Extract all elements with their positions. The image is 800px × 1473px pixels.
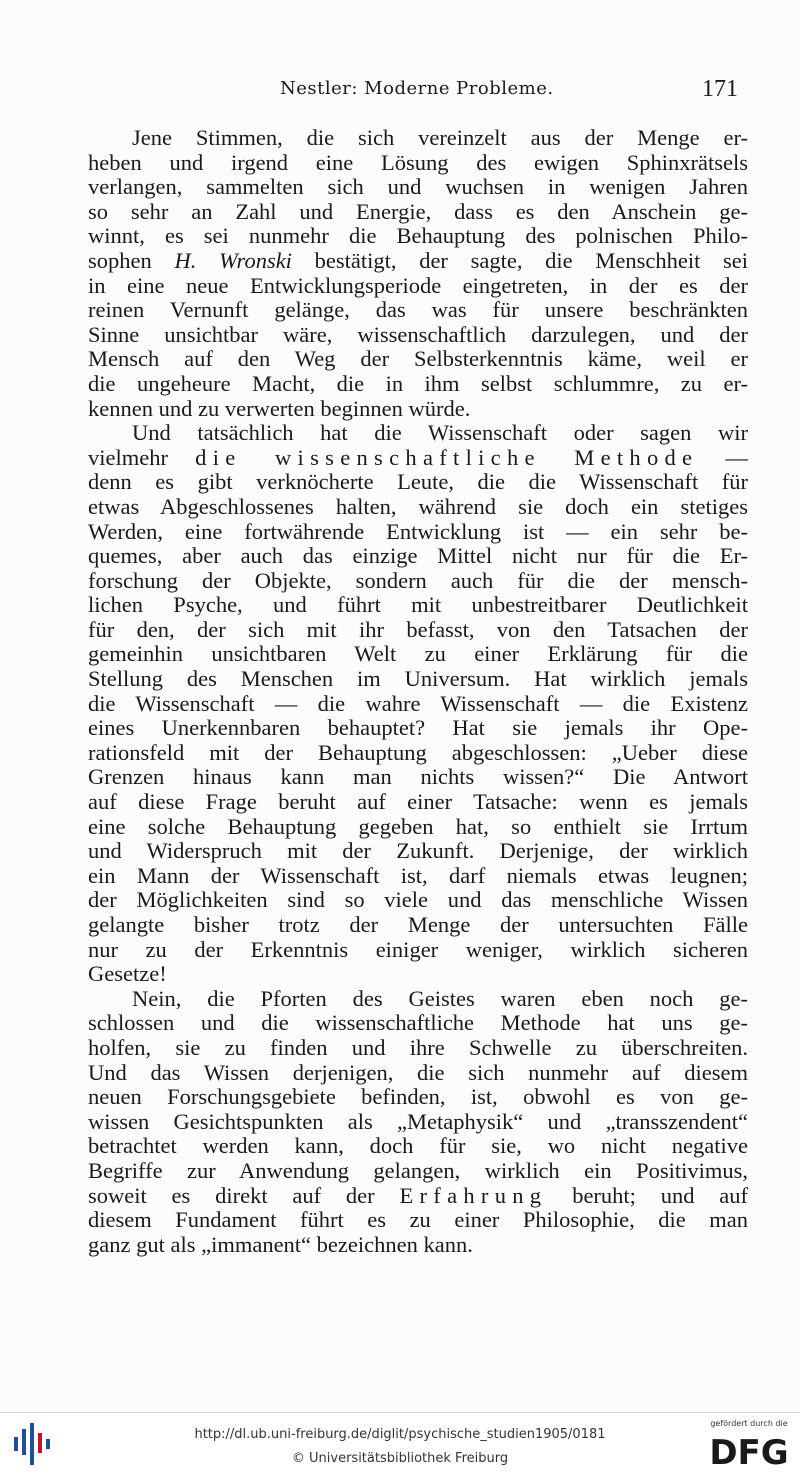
dfg-logo-text: DFG: [709, 1433, 789, 1469]
text-line: gelangte bisher trotz der Menge der untersuchten Fälle: [88, 912, 748, 937]
text-line: denn es gibt verknöcherte Leute, die die Wissenschaft für: [88, 469, 748, 495]
text-line: diesem Fundament führt es zu einer Philosophie, die man: [88, 1207, 748, 1233]
text-line: gemeinhin unsichtbaren Welt zu einer Erklärung für die: [88, 641, 748, 667]
funder-note: gefördert durch die: [710, 1419, 788, 1428]
text-line: Werden, eine fortwährende Entwicklung ist — ein sehr be-: [88, 518, 748, 544]
text-segment: bestätigt, der sagte, die Menschheit sei: [314, 247, 749, 273]
text-line: ein Mann der Wissenschaft ist, darf niemals etwas leugnen;: [88, 862, 748, 888]
body-text: [88, 126, 748, 1257]
funder-badge: [706, 1419, 792, 1471]
text-line: lichen Psyche, und führt mit unbestreitbarer Deutlichkeit: [88, 592, 748, 618]
text-line: holfen, sie zu finden und ihre Schwelle zu überschreiten.: [88, 1034, 748, 1060]
text-segment: —: [725, 444, 749, 470]
text-line: kennen und zu verwerten beginnen würde.: [88, 395, 471, 421]
text-line: Und tatsächlich hat die Wissenschaft oder sagen wir: [132, 420, 748, 446]
text-line: winnt, es sei nunmehr die Behauptung des polnischen Philo-: [88, 223, 748, 249]
text-line: Grenzen hinaus kann man nichts wissen?“ Die Antwort: [88, 764, 748, 790]
text-line: eine solche Behauptung gegeben hat, so enthielt sie Irrtum: [88, 813, 748, 839]
text-line: quemes, aber auch das einzige Mittel nicht nur für die Er-: [88, 543, 748, 569]
text-line: betrachtet werden kann, doch für sie, wo nicht negative: [88, 1133, 748, 1159]
text-line: für den, der sich mit ihr befasst, von den Tatsachen der: [88, 616, 748, 642]
text-line: [88, 249, 748, 274]
spaced-emphasis: Erfahrung: [399, 1182, 548, 1208]
text-line: die Wissenschaft — die wahre Wissenschaft — die Existenz: [88, 690, 748, 716]
text-line: forschung der Objekte, sondern auch für die der mensch-: [88, 567, 748, 593]
viewer-footer: [0, 1412, 800, 1473]
text-line: so sehr an Zahl und Energie, dass es den Anschein ge-: [88, 198, 748, 224]
text-line: Gesetze!: [88, 961, 167, 987]
text-line: verlangen, sammelten sich und wuchsen in wenigen Jahren: [88, 174, 748, 200]
copyright-notice: © Universitätsbibliothek Freiburg: [291, 1451, 509, 1466]
text-line: Begriffe zur Anwendung gelangen, wirklich ein Positivimus,: [88, 1157, 748, 1183]
text-line: Sinne unsichtbar wäre, wissenschaftlich darzulegen, und der: [88, 321, 748, 347]
emphasized-name: H. Wronski: [174, 247, 292, 273]
text-line: [88, 446, 748, 471]
text-segment: soweit es direkt auf der: [88, 1182, 375, 1208]
text-line: die ungeheure Macht, die in ihm selbst schlummre, zu er-: [88, 370, 748, 396]
text-line: und Widerspruch mit der Zukunft. Derjenige, der wirklich: [88, 838, 748, 864]
page-number: 171: [702, 76, 738, 102]
spaced-emphasis: die wissenschaftliche Methode: [195, 444, 699, 470]
text-segment: sophen: [88, 247, 152, 273]
text-line: reinen Vernunft gelänge, das was für unsere beschränkten: [88, 297, 748, 323]
text-line: Und das Wissen derjenigen, die sich nunmehr auf diesem: [88, 1059, 748, 1085]
text-line: nur zu der Erkenntnis einiger weniger, wirklich sicheren: [88, 936, 748, 962]
text-line: wissen Gesichtspunkten als „Metaphysik“ und „transszendent“: [88, 1108, 748, 1134]
text-line: in eine neue Entwicklungsperiode eingetreten, in der es der: [88, 272, 748, 298]
text-line: heben und irgend eine Lösung des ewigen Sphinxrätsels: [88, 149, 748, 175]
text-line: ganz gut als „immanent“ bezeichnen kann.: [88, 1231, 473, 1257]
text-line: etwas Abgeschlossenes halten, während sie doch ein stetiges: [88, 493, 748, 519]
source-url[interactable]: http://dl.ub.uni-freiburg.de/diglit/psychische_studien1905/0181: [194, 1427, 606, 1442]
text-line: Mensch auf den Weg der Selbsterkenntnis käme, weil er: [88, 346, 748, 372]
text-line: neuen Forschungsgebiete befinden, ist, obwohl es von ge-: [88, 1084, 748, 1110]
text-line: Nein, die Pforten des Geistes waren eben noch ge-: [132, 985, 748, 1011]
text-line: Stellung des Menschen im Universum. Hat wirklich jemals: [88, 666, 748, 692]
text-line: rationsfeld mit der Behauptung abgeschlossen: „Ueber diese: [88, 739, 748, 765]
text-line: eines Unerkennbaren behauptet? Hat sie jemals ihr Ope-: [88, 715, 748, 741]
running-title: Nestler: Moderne Probleme.: [280, 78, 554, 99]
text-line: auf diese Frage beruht auf einer Tatsache: wenn es jemals: [88, 789, 748, 815]
text-segment: vielmehr: [88, 444, 168, 470]
text-line: schlossen und die wissenschaftliche Methode hat uns ge-: [88, 1010, 748, 1036]
text-line: der Möglichkeiten sind so viele und das menschliche Wissen: [88, 887, 748, 913]
dfg-logo-icon: [708, 1431, 790, 1469]
text-line: Jene Stimmen, die sich vereinzelt aus der Menge er-: [132, 125, 748, 150]
text-segment: beruht; und auf: [572, 1182, 749, 1208]
text-line: [88, 1184, 748, 1209]
